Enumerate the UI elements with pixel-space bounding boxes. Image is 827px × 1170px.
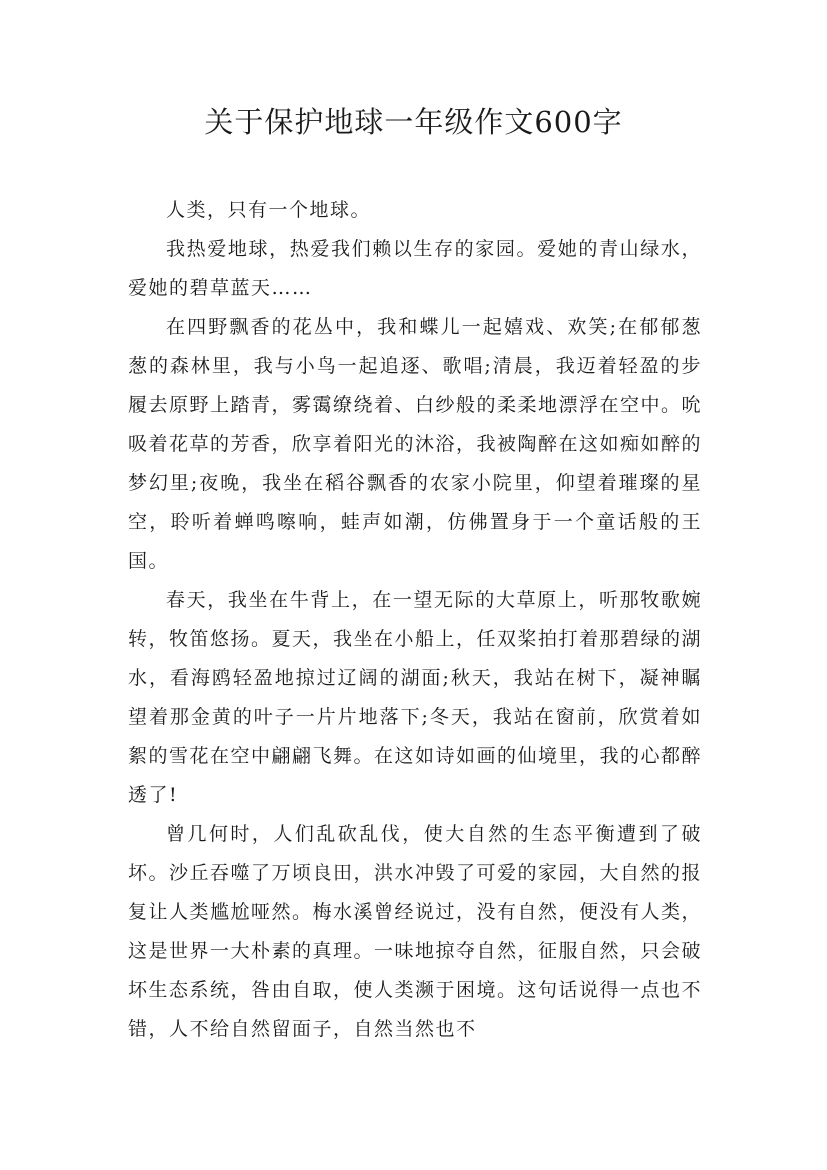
paragraph: 在四野飘香的花丛中，我和蝶儿一起嬉戏、欢笑;在郁郁葱葱的森林里，我与小鸟一起追逐、歌唱;清晨，我迈着轻盈的步履去原野上踏青，雾霭缭绕着、白纱般的柔柔地漂浮在空中。吮吸着花草的芳香，欣享着阳光的沐浴，我被陶醉在这如痴如醉的梦幻里;夜晚，我坐在稻谷飘香的农家小院里，仰望着璀璨的星空，聆听着蝉鸣嚓响，蛙声如潮，仿佛置身于一个童话般的王国。: [128, 316, 703, 572]
paragraph: 我热爱地球，热爱我们赖以生存的家园。爱她的青山绿水，爱她的碧草蓝天……: [128, 238, 702, 299]
document-title: 关于保护地球一年级作文600字: [204, 105, 623, 139]
document-body: [128, 191, 702, 1049]
paragraph: 曾几何时，人们乱砍乱伐，使大自然的生态平衡遭到了破坏。沙丘吞噬了万顷良田，洪水冲毁了可爱的家园，大自然的报复让人类尴尬哑然。梅水溪曾经说过，没有自然，便没有人类，这是世界一大朴素的真理。一味地掠夺自然，征服自然，只会破坏生态系统，咎由自取，使人类濒于困境。这句话说得一点也不错，人不给自然留面子，自然当然也不: [128, 823, 703, 1040]
paragraph: 人类，只有一个地球。: [166, 199, 372, 221]
paragraph: 春天，我坐在牛背上，在一望无际的大草原上，听那牧歌婉转，牧笛悠扬。夏天，我坐在小船上，任双桨拍打着那碧绿的湖水，看海鸥轻盈地掠过辽阔的湖面;秋天，我站在树下，凝神瞩望着那金黄的叶子一片片地落下;冬天，我站在窗前，欣赏着如絮的雪花在空中翩翩飞舞。在这如诗如画的仙境里，我的心都醉透了!: [128, 589, 703, 806]
